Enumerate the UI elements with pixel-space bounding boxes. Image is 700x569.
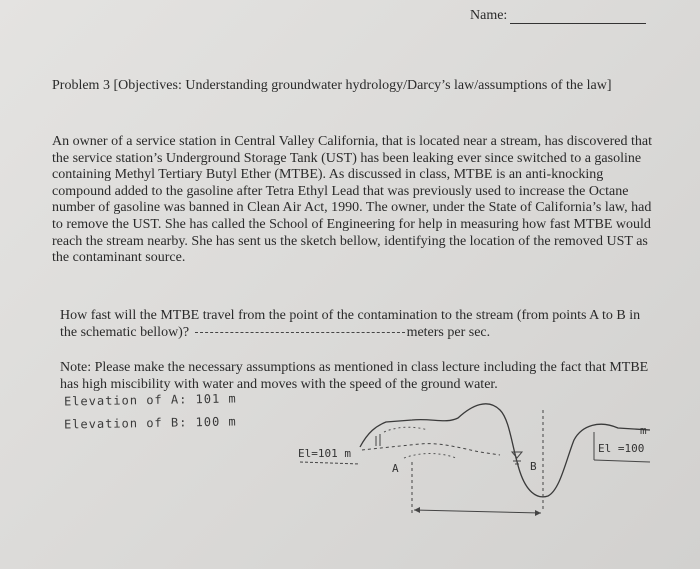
problem-description: An owner of a service station in Central Valley California, that is located near a stream, has discovered that the service station’s Underground Storage Tank (UST) has been leaking ever since switched to a gasoline containing Methyl Tertiary Butyl Ether (MTBE). As discussed in class, MTBE is an anti-knocking compound added to the gasoline after Tetra Ethyl Lead that was previously used to increase the Octane number of gasoline was banned in Clean Air Act, 1990. The owner, under the State of California’s law, had to remove the UST. She has called the School of Engineering for help in measuring how fast MTBE would reach the stream nearby. She has sent us the sketch bellow, identifying the location of the removed UST as the contaminant source. — [52, 134, 652, 266]
water-table-line — [362, 444, 500, 455]
dashed-contour-2 — [404, 454, 456, 459]
problem-heading: Problem 3 [Objectives: Understanding groundwater hydrology/Darcy’s law/assumptions of the law] — [52, 78, 612, 93]
handwritten-elevation-b: Elevation of B: 100 m — [63, 414, 237, 432]
question-unit: meters per sec. — [406, 324, 491, 340]
right-elevation-label: El =100 — [598, 442, 645, 455]
point-a-label: A — [392, 462, 399, 475]
point-b-label: B — [530, 460, 537, 473]
arrow-head-left — [414, 507, 420, 513]
right-elevation-unit: m — [640, 424, 647, 437]
question-text: How fast will the MTBE travel from the point of the contamination to the stream (from points A to B in the schematic bellow)? — [60, 308, 641, 340]
distance-arrow — [414, 510, 541, 513]
left-label-underline — [300, 462, 360, 464]
right-label-underline — [594, 460, 650, 462]
handwritten-elevation-a: Elevation of A: 101 m — [63, 391, 237, 409]
dashed-contour — [384, 427, 428, 432]
left-elevation-label: El=101 m — [298, 447, 351, 460]
note: Note: Please make the necessary assumptions as mentioned in class lecture including the fact that MTBE has high miscibility with water and moves with the speed of the ground water. — [60, 360, 649, 392]
name-label: Name: — [470, 8, 508, 23]
water-level-symbol — [512, 452, 522, 458]
arrow-head-right — [535, 510, 541, 516]
